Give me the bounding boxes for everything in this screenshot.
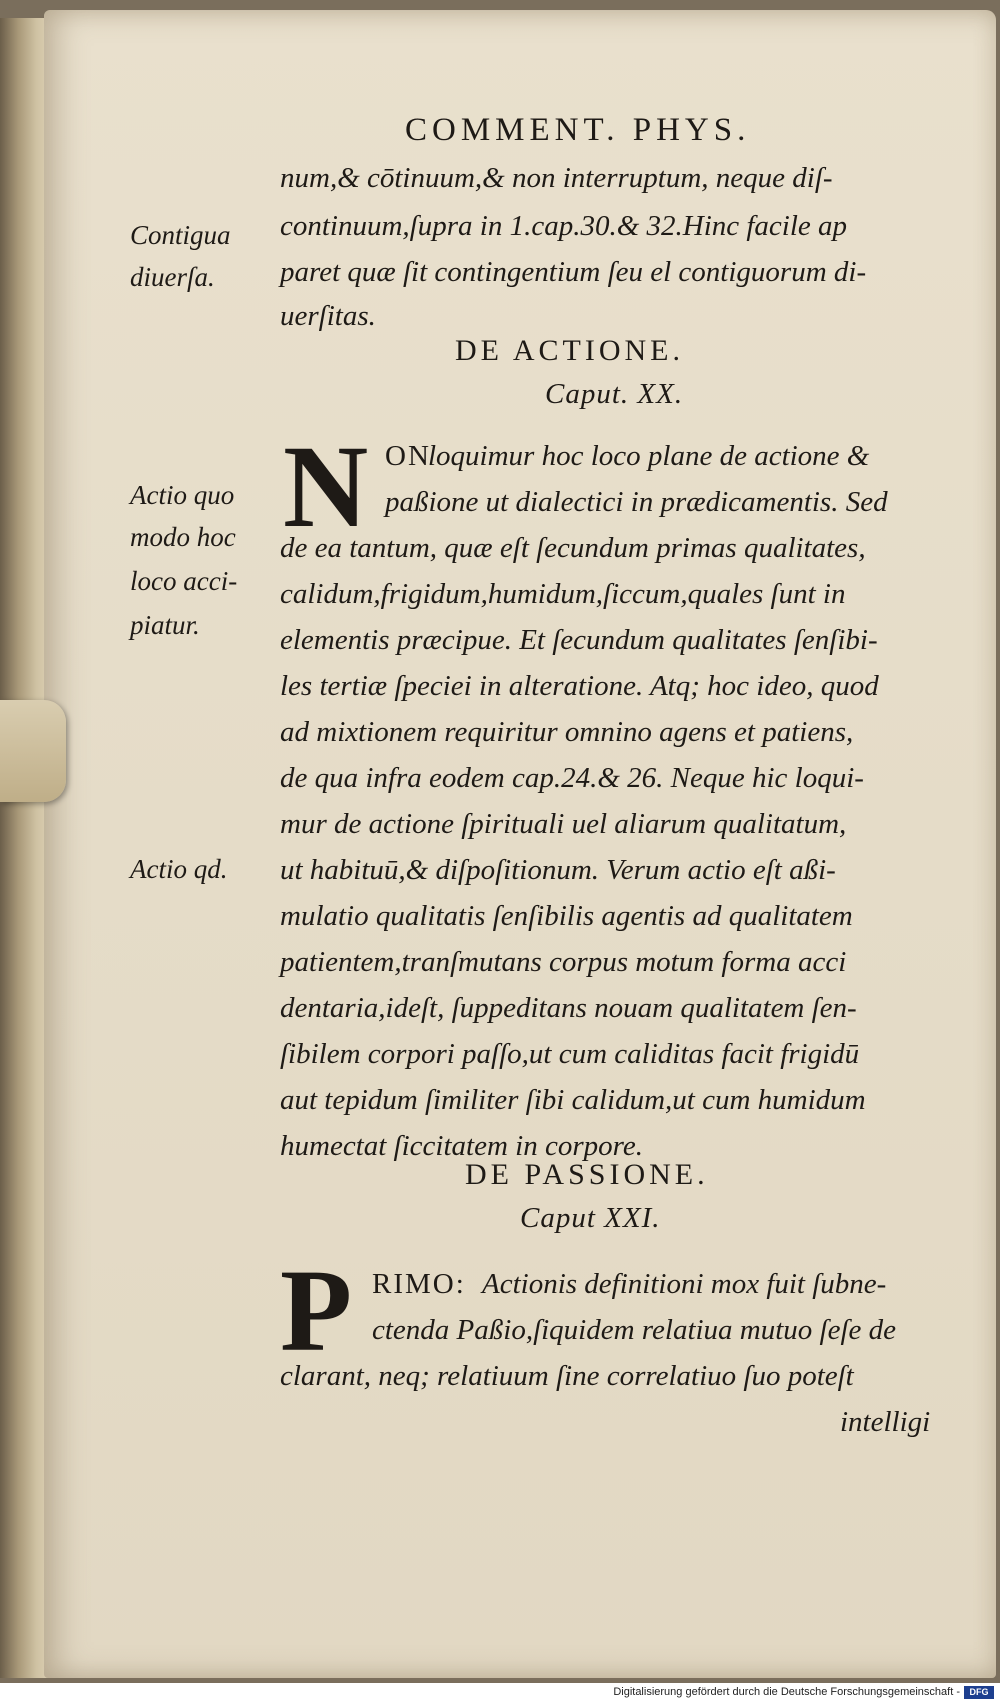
- body-line: loquimur hoc loco plane de actione &: [428, 440, 870, 472]
- body-line: mur de actione ſpirituali uel aliarum qualitatum,: [280, 808, 847, 840]
- body-line: mulatio qualitatis ſenſibilis agentis ad qualitatem: [280, 900, 853, 932]
- body-line: calidum,frigidum,humidum,ſiccum,quales ſunt in: [280, 578, 846, 610]
- body-line: Actionis definitioni mox fuit ſubne-: [482, 1268, 887, 1300]
- margin-note: Actio quo: [130, 480, 235, 510]
- body-line: ctenda Paßio,ſiquidem relatiua mutuo ſeſe de: [372, 1314, 897, 1346]
- section-heading: DE ACTIONE.: [455, 334, 684, 367]
- body-line: dentaria,ideſt, ſuppeditans nouam qualitatem ſen-: [280, 992, 857, 1024]
- body-line: elementis præcipue. Et ſecundum qualitates ſenſibi-: [280, 624, 878, 656]
- body-line: paßione ut dialectici in prædicamentis. Sed: [385, 486, 888, 518]
- dfg-logo: DFG: [964, 1686, 994, 1699]
- body-line: continuum,ſupra in 1.cap.30.& 32.Hinc facile ap: [280, 210, 848, 242]
- margin-note: Contigua: [130, 220, 231, 250]
- margin-note: piatur.: [130, 610, 200, 640]
- catchword: intelligi: [840, 1406, 931, 1438]
- margin-note: loco acci-: [130, 566, 238, 596]
- running-head: COMMENT. PHYS.: [405, 112, 751, 148]
- body-line: num,& cōtinuum,& non interruptum, neque diſ-: [280, 162, 833, 194]
- body-line: humectat ſiccitatem in corpore.: [280, 1130, 643, 1162]
- body-line: uerſitas.: [280, 300, 376, 332]
- page-tab-marker: [0, 700, 66, 802]
- body-line: paret quæ ſit contingentium ſeu el contiguorum di-: [280, 256, 867, 288]
- margin-note: Actio qd.: [130, 854, 228, 884]
- body-line: ad mixtionem requiritur omnino agens et patiens,: [280, 716, 854, 748]
- body-line: ut habituū,& diſpoſitionum. Verum actio eſt aßi-: [280, 854, 836, 886]
- margin-note: modo hoc: [130, 522, 236, 552]
- body-line: clarant, neq; relatiuum ſine correlatiuo ſuo poteſt: [280, 1360, 854, 1392]
- footer-credit: Digitalisierung gefördert durch die Deutsche Forschungsgemeinschaft -: [613, 1686, 960, 1698]
- opening-word: ON: [385, 440, 431, 472]
- body-line: aut tepidum ſimiliter ſibi calidum,ut cum humidum: [280, 1084, 866, 1116]
- drop-cap: P: [280, 1245, 353, 1376]
- chapter-number: Caput XXI.: [520, 1202, 661, 1234]
- body-line: les tertiæ ſpeciei in alteratione. Atq; hoc ideo, quod: [280, 670, 879, 702]
- body-line: ſibilem corpori paſſo,ut cum caliditas facit frigidū: [280, 1038, 860, 1070]
- body-line: patientem,tranſmutans corpus motum forma acci: [280, 946, 847, 978]
- margin-note: diuerſa.: [130, 262, 215, 292]
- chapter-number: Caput. XX.: [545, 378, 684, 410]
- opening-word: RIMO:: [372, 1268, 466, 1300]
- section-heading: DE PASSIONE.: [465, 1158, 709, 1191]
- body-line: de ea tantum, quæ eſt ſecundum primas qualitates,: [280, 532, 866, 564]
- drop-cap: N: [283, 421, 369, 552]
- body-line: de qua infra eodem cap.24.& 26. Neque hic loqui-: [280, 762, 864, 794]
